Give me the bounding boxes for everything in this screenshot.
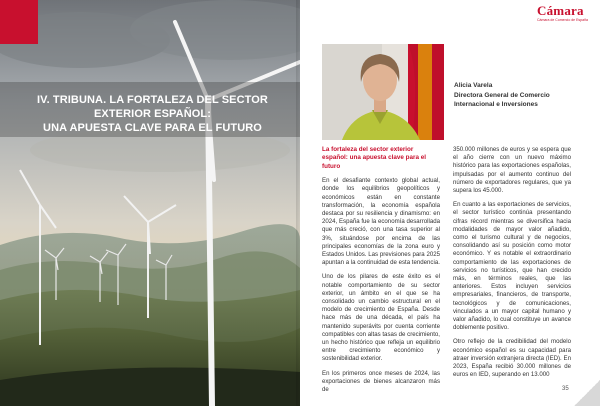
section-title-line-1: IV. TRIBUNA. LA FORTALEZA DEL SECTOR EXTERIOR ESPAÑOL: [37, 94, 268, 120]
author-role: Directora General de Comercio Internacional e Inversiones [454, 92, 550, 108]
article-lead: La fortaleza del sector exterior español: una apuesta clave para el futuro [322, 146, 426, 170]
paragraph: En los primeros once meses de 2024, las exportaciones de bienes alcanzaron más de [322, 369, 440, 394]
paragraph: En cuanto a las exportaciones de servicios, el sector turístico continúa presentando cifras récord mientras se diversifica hacia modalidades de mayor valor añadido, como el turismo cultural y de negocios, consolidando así su posición como motor económico. Y es notable el extraordinario comportamiento de las exportaciones de servicios no turísticos, que han crecido más, en términos reales, que las anteriores. Estos incluyen servicios empresariales, financieros, de transporte, tecnológicos y de comunicaciones, vinculados a un mayor capital humano y valor añadido, lo cual constituye un avance doblemente positivo. [453, 201, 571, 332]
paragraph: 350.000 millones de euros y se espera que el año cierre con un nuevo máximo histórico para las exportaciones españolas, impulsadas por el aumento continuo del número de exportadores regulares, que ya supera los 45.000. [453, 146, 571, 195]
red-corner-tab [0, 0, 38, 44]
page-number: 35 [562, 386, 569, 392]
logo-word: Cámara [537, 3, 584, 18]
author-name: Alicia Varela [454, 82, 493, 89]
article-column-left [322, 146, 440, 400]
camara-logo [537, 3, 597, 23]
section-title-line-2: UNA APUESTA CLAVE PARA EL FUTURO [43, 122, 262, 134]
author-portrait [322, 44, 444, 140]
paragraph: En el desafiante contexto global actual, donde los equilibrios geopolíticos y económicos están en constante transformación, la economía española destaca por su resiliencia y dinamismo: en 2024, España fue la economía desarrollada que más creció, con una tasa superior al 3%, situándose por encima de las principales economías de la zona euro y Estados Unidos. Las previsiones para 2025 apuntan a la continuidad de esta tendencia. [322, 177, 440, 267]
page-curl-corner[interactable] [574, 380, 600, 406]
section-title [10, 93, 295, 135]
paragraph: Uno de los pilares de este éxito es el notable comportamiento de su sector exterior, un ámbito en el que se ha consolidado un cambio estructural en el modelo de crecimiento de España. Desde hace más de una década, el país ha mantenido superávits por cuenta corriente compatibles con altas tasas de crecimiento, un hecho histórico que refleja un equilibrio entre crecimiento económico y sostenibilidad exterior. [322, 273, 440, 363]
article-column-right [453, 146, 571, 385]
logo-subtitle: Cámara de Comercio de España [537, 18, 588, 22]
paragraph: Otro reflejo de la credibilidad del modelo económico español es su capacidad para atraer inversión extranjera directa (IED). En 2023, España recibió 30.000 millones de euros en IED, superando en 13.000 [453, 338, 571, 379]
